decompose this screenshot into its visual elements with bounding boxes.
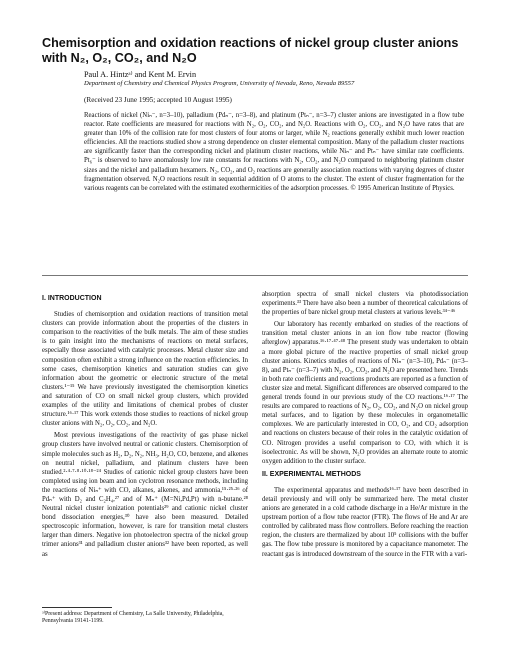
right-column	[262, 290, 468, 562]
left-column	[42, 290, 248, 562]
section-divider	[42, 275, 468, 276]
intro-paragraph-1: Studies of chemisorption and oxidation reactions of transition metal clusters can provide information about the properties of the clusters in comparison to the reactivities of the bulk metals. The aim of these studies is to gain insight into the mechanisms of reactions on metal surfaces, especially those associated with catalytic processes. Metal cluster size and composition often exhibit a strong influence on the reaction efficiencies. In some cases, chemisorption kinetics and saturation studies can give information about the geometric or electronic structure of the metal clusters.¹⁻¹⁵ We have previously investigated the chemisorption kinetics and saturation of CO on small nickel group clusters, which provided examples of the utility and limitations of chemical probes of cluster structure.¹⁶·¹⁷ This work extends those studies to reactions of nickel group cluster anions with N₂, O₂, CO₂, and N₂O.	[42, 311, 248, 428]
paper-title: Chemisorption and oxidation reactions of nickel group cluster anions with N₂, O₂, CO₂, and N₂O	[42, 36, 459, 65]
experimental-heading: II. EXPERIMENTAL METHODS	[262, 470, 361, 478]
intro-paragraph-2: Most previous investigations of the reactivity of gas phase nickel group clusters have involved neutral or cationic clusters. Chemisorption of simple molecules such as H₂, D₂, N₂, NH₃, H₂O, CO, benzene, and alkenes on neutral nickel, palladium, and platinum clusters have been studied.²·⁴·⁷·⁸·¹⁰·¹⁸⁻²⁴ Studies of cationic nickel group clusters have been completed using ion beam and ion cyclotron resonance methods, including the reactions of Niₙ⁺ with CO, alkanes, alkenes, and ammonia,¹⁵·²⁵·²⁶ of Pdₙ⁺ with D₂ and C₂H₄,²⁷ and of Mₙ⁺ (M=Ni,Pd,Pt) with n-butane.²⁸ Neutral nickel cluster ionization potentials²⁹ and cationic nickel cluster bond dissociation energies,³⁰ have also been measured. Detailed spectroscopic information, however, is rare for transition metal clusters larger than dimers. Negative ion photoelectron spectra of the nickel group trimer anions³¹ and palladium cluster anions³² have been reported, as well as	[42, 432, 248, 558]
footnote-rule	[42, 607, 112, 608]
affiliation: Department of Chemistry and Chemical Physics Program, University of Nevada, Reno, Nevada 89557	[84, 80, 355, 87]
intro-paragraph-3: Our laboratory has recently embarked on studies of the reactions of transition metal cluster anions in an ion flow tube reactor (flowing afterglow) apparatus.¹⁶·¹⁷·⁴⁷·⁴⁸ The present study was undertaken to obtain a more global picture of the reactive properties of small nickel group cluster anions. Kinetics studies of reactions of Niₙ⁻ (n=3–10), Pdₙ⁻ (n=3–8), and Ptₙ⁻ (n=3–7) with N₂, O₂, CO₂, and N₂O are presented here. Trends in both rate coefficients and reactions products are reported as a function of cluster size and metal. Significant differences are observed compared to the general trends found in our previous study of the CO reactions.¹⁶·¹⁷ The results are compared to reactions of N₂, O₂, CO₂, and N₂O on nickel group metal surfaces, and to ligation by these molecules in organometallic complexes. We are particularly interested in CO, O₂, and CO₂ adsorption and reactions on clusters because of their roles in the catalytic oxidation of CO. Nitrogen provides a useful comparison to CO, with which it is isoelectronic. As will be shown, N₂O provides an alternate route to atomic oxygen addition to the cluster surface.	[262, 321, 468, 465]
intro-paragraph-continued: absorption spectra of small nickel clusters via photodissociation experiments.³³ There have also been a number of theoretical calculations of the properties of bare nickel group metal clusters at various levels.³⁴⁻⁴⁶	[262, 291, 468, 317]
footnote: ᵃ⁾Present address: Department of Chemistry, La Salle University, Philadelphia, Pennsylvania 19141-1199.	[42, 611, 224, 625]
experimental-paragraph-1: The experimental apparatus and methods¹⁶·¹⁷ have been described in detail previously and will only be summarized here. The metal cluster anions are generated in a cold cathode discharge in a He/Ar mixture in the upstream portion of a flow tube reactor (FTR). The flows of He and Ar are controlled by calibrated mass flow controllers. Before reaching the reaction region, the clusters are thermalized by about 10⁵ collisions with the buffer gas. The flow tube pressure is monitored by a capacitance manometer. The reactant gas is introduced downstream of the source in the FTR with a vari-	[262, 486, 468, 558]
abstract: Reactions of nickel (Niₙ⁻, n=3–10), palladium (Pdₙ⁻, n=3–8), and platinum (Ptₙ⁻, n=3–7) cluster anions are investigated in a flow tube reactor. Rate coefficients are measured for reactions with N₂, O₂, CO₂, and N₂O. Reactions with O₂, CO₂, and N₂O have rates that are greater than 10% of the collision rate for most clusters of four atoms or larger, while N₂ reactions generally exhibit much lower reaction efficiencies. All the reactions studied show a strong dependence on cluster elemental composition. Many of the palladium cluster reactions are significantly faster than the corresponding nickel and platinum cluster reactions, while Niₙ⁻ and Ptₙ⁻ have similar rate coefficients. Pt₆⁻ is observed to have anomalously low rate constants for reactions with N₂, CO₂, and N₂O compared to neighboring platinum cluster sizes and the nickel and palladium hexamers. N₂, CO₂, and O₂ reactions are generally association reactions with varying degrees of cluster fragmentation observed. N₂O reactions result in sequential addition of O atoms to the cluster. The extent of cluster fragmentation for the various reagents can be correlated with the estimated exothermicities of the adsorption processes. © 1995 American Institute of Physics.	[84, 112, 464, 192]
received-dates: (Received 23 June 1995; accepted 10 August 1995)	[84, 96, 232, 104]
introduction-heading: I. INTRODUCTION	[42, 295, 102, 302]
author-line: Paul A. Hintzᵃ⁾ and Kent M. Ervin	[84, 70, 197, 79]
